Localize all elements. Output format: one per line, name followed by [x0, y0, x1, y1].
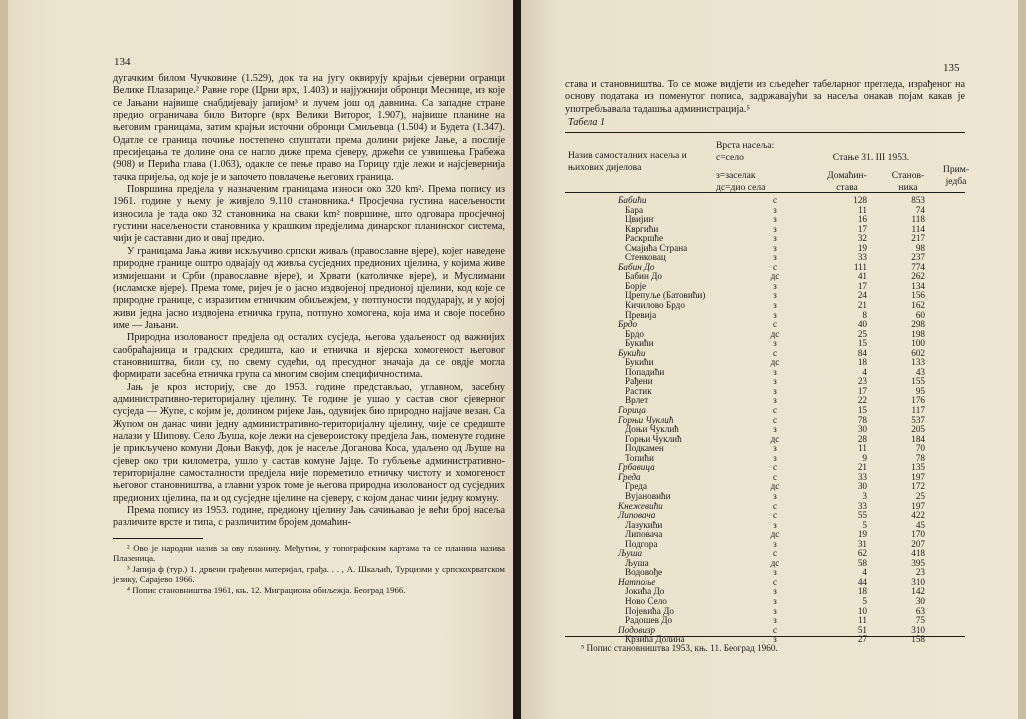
left-page-number: 134: [114, 56, 131, 68]
settlement-type: дс: [770, 529, 780, 540]
right-page-number: 135: [943, 62, 960, 74]
settlement-type: дс: [770, 328, 780, 339]
paragraph: Према попису из 1953. године, предиону цјелину Јањ сачињавао је већи број насеља различите врсте и типа, с различитим бројем домаћин-: [113, 505, 505, 529]
settlement-name: Црепуље (Батовићи): [625, 290, 706, 301]
inhabitants: 774: [911, 261, 925, 272]
paragraph: Јањ је кроз историју, све до 1953. године представљао, углавном, засебну административно-територијалну цјелину. Те године је ушао у састав свог сјеверног сусједа — Жупе, с којим је, долином ријеке Јањ, одувијек био природно најјаче везан. Са Жупом он данас чини једну административно-територијалну цјелину, чије се средиште налази у Шипову. Село Љуша, које лежи на сјевероистоку предјела Јањ, поменуте године је прикључено комуни Доњи Вакуф, док је насеље Доганова Коса, удаљено од Љуше на сјевер око три километра, ушло у састав комуне Јајце. То губљење административно-територијалне самосталности предјела није пореметило етничку чистоту и хомогеност његовог становништва, а главни узрок томе је његова природна изолованост од сусједних предионих цјелина, па и од сусједне цјелине на сјеверу, с којом данас чини једну комуну.: [113, 381, 505, 504]
settlement-name: Натпоље: [618, 576, 656, 587]
inhabitants: 70: [915, 443, 925, 454]
settlement-type: з: [773, 252, 777, 263]
households: 4: [862, 366, 867, 377]
settlement-name: Доњи Чуклић: [625, 424, 679, 435]
table-body: [565, 196, 975, 645]
settlement-name: Љуша: [618, 548, 643, 559]
inhabitants: 853: [911, 195, 925, 205]
header-name: Назив самосталних насеља и њихових дијелова: [568, 150, 687, 173]
inhabitants: 395: [911, 557, 925, 568]
settlement-type: с: [772, 319, 778, 330]
households: 31: [857, 538, 867, 549]
settlement-name: Брдо: [618, 319, 638, 330]
households: 22: [857, 395, 867, 406]
settlement-name: Подкамен: [625, 443, 664, 454]
households: 11: [858, 615, 867, 626]
settlement-type: з: [773, 443, 777, 454]
settlement-type: с: [772, 471, 778, 482]
households: 15: [857, 338, 867, 349]
households: 33: [857, 500, 867, 511]
settlement-name: Брдо: [625, 328, 645, 339]
households: 3: [862, 490, 867, 501]
households: 11: [858, 204, 867, 215]
households: 32: [857, 233, 867, 244]
settlement-type: з: [773, 223, 777, 234]
inhabitants: 184: [911, 433, 925, 444]
settlement-type: з: [773, 490, 777, 501]
inhabitants: 198: [911, 328, 925, 339]
inhabitants: 117: [911, 405, 925, 416]
settlement-type: з: [773, 338, 777, 349]
header-vrsta-ds: дс=дио села: [716, 182, 766, 193]
settlement-name: Кичилово Брдо: [625, 300, 685, 311]
inhabitants: 310: [911, 576, 925, 587]
households: 44: [857, 576, 867, 587]
header-domacinstva: Домаћин-става: [827, 170, 867, 193]
households: 19: [857, 529, 867, 540]
inhabitants: 45: [915, 519, 925, 530]
households: 18: [857, 586, 867, 597]
households: 18: [857, 357, 867, 368]
inhabitants: 237: [911, 252, 925, 263]
page-edge-left: [0, 0, 8, 719]
settlement-type: з: [773, 280, 777, 291]
inhabitants: 63: [915, 605, 925, 616]
settlement-type: з: [773, 300, 777, 311]
settlement-type: дс: [770, 557, 780, 568]
households: 21: [857, 462, 867, 473]
settlement-type: с: [772, 405, 778, 416]
settlement-name: Липовача: [618, 510, 656, 521]
settlement-name: Крзића Долина: [625, 634, 685, 645]
right-page-intro: става и становништва. То се може видјети из сљедећег табеларног прегледа, израђеног на основу података из поменутог пописа, задржавајући за насеља онакав појам какав је употребљавала тадашња администрација.⁵: [565, 79, 965, 115]
settlement-name: Попадићи: [625, 366, 665, 377]
households: 84: [857, 347, 867, 358]
right-footnote: ⁵ Попис становништва 1953, књ. 11. Београд 1960.: [581, 643, 778, 653]
households: 10: [857, 605, 867, 616]
footnote: ² Ово је народни назив за ову планину. Међутим, у топографским картама та се планина назива Плазеница.: [113, 542, 505, 564]
settlement-type: з: [773, 385, 777, 396]
settlement-name: Стенковац: [625, 252, 666, 263]
settlement-name: Врлет: [625, 395, 649, 406]
settlement-type: з: [773, 615, 777, 626]
settlement-type: с: [772, 347, 778, 358]
households: 62: [857, 548, 867, 559]
settlement-type: с: [772, 414, 778, 425]
settlement-type: з: [773, 634, 777, 645]
households: 19: [857, 242, 867, 253]
inhabitants: 23: [915, 567, 925, 578]
settlement-name: Подовизр: [618, 624, 656, 635]
settlement-type: з: [773, 538, 777, 549]
table-header-rule: [565, 192, 965, 193]
households: 33: [857, 471, 867, 482]
households: 9: [862, 452, 867, 463]
settlement-name: Греда: [625, 481, 648, 492]
settlement-name: Квргићи: [625, 223, 659, 234]
inhabitants: 75: [915, 615, 925, 626]
inhabitants: 156: [911, 290, 925, 301]
households: 8: [862, 309, 867, 320]
settlement-name: Рађени: [625, 376, 653, 387]
households: 16: [857, 214, 867, 225]
settlement-name: Липовача: [625, 529, 663, 540]
page-edge-right: [1018, 0, 1026, 719]
paragraph: дугачким билом Чучковине (1.529), док та на југу оквирују крајњи сјеверни огранци Велике Плазарице.² Равне горе (Црни врх, 1.403) и најјужнији обронци Меснице, из које се Јањани највише снабдијевају јапијом³ и лучем још од давнина. Са западне стране предио ограничава било Виторге (врх Велики Виторог, 1.907), највише планине на његовим границама, затим крајњи источни обронци Смиљевца (1.504) и Будета (1.347). Одатле се граница почиње постепено спуштати према долини ријеке Јање, а послије пресијецања те долине она се нагло диже према сјеверу, држећи се узвишења Грабежа (908) и Перића глава (1.063), одакле се пење право на Горицу гдје лежи и најсјевернија тачка пријеља, од које је и започето повлачење његових граница.: [113, 73, 505, 183]
right-page: [521, 0, 1018, 719]
settlement-type: с: [772, 576, 778, 587]
households: 5: [862, 519, 867, 530]
inhabitants: 43: [915, 366, 925, 377]
settlement-type: с: [772, 462, 778, 473]
settlement-name: Подгора: [625, 538, 658, 549]
settlement-name: Горњи Чуклић: [625, 433, 682, 444]
inhabitants: 155: [911, 376, 925, 387]
settlement-name: Радошев До: [625, 615, 673, 626]
inhabitants: 98: [915, 242, 925, 253]
settlement-name: Топићи: [625, 452, 654, 463]
inhabitants: 422: [911, 510, 925, 521]
settlement-type: з: [773, 605, 777, 616]
settlement-type: з: [773, 366, 777, 377]
book-gutter: [513, 0, 521, 719]
settlement-name: Грбавица: [618, 462, 655, 473]
households: 41: [857, 271, 867, 282]
households: 40: [857, 319, 867, 330]
settlement-type: дс: [770, 271, 780, 282]
footnote: ³ Јапија ф (тур.) 1. дрвени грађевни материјал, грађа. . . , А. Шкаљић, Турцизми у српскохрватском језику, Сарајево 1966.: [113, 563, 505, 585]
settlement-name: Смајића Страна: [625, 242, 688, 253]
settlement-name: Ново Село: [625, 595, 667, 606]
settlement-name: Бабин До: [625, 271, 663, 282]
settlement-type: з: [773, 309, 777, 320]
households: 55: [857, 510, 867, 521]
left-page: [8, 0, 513, 719]
inhabitants: 78: [915, 452, 925, 463]
header-stanje: Стање 31. III 1953.: [832, 152, 910, 163]
settlement-name: Љуша: [625, 557, 649, 568]
households: 111: [853, 261, 867, 272]
settlement-name: Растик: [625, 385, 652, 396]
settlement-name: Појевића До: [625, 605, 674, 616]
households: 11: [858, 443, 867, 454]
inhabitants: 135: [911, 462, 925, 473]
settlement-name: Горица: [618, 405, 646, 416]
households: 28: [857, 433, 867, 444]
settlement-type: дс: [770, 481, 780, 492]
settlement-type: з: [773, 452, 777, 463]
settlement-name: Букићи: [618, 347, 646, 358]
inhabitants: 310: [911, 624, 925, 635]
inhabitants: 100: [911, 338, 925, 349]
households: 58: [857, 557, 867, 568]
settlement-name: Борје: [625, 280, 647, 291]
inhabitants: 197: [911, 471, 925, 482]
paragraph: Површина предјела у назначеним границама износи око 320 km². Према попису из 1961. године у њему је живјело 9.110 становника.⁴ Просјечна густина насељености износила је тада око 32 становника на сваки km² површине, што одговара просјечној густини насељености становника у крашким предјелима динарског планинског система, чији је саставни дио и овај предио.: [113, 184, 505, 245]
paragraph: Природна изолованост предјела од осталих сусједа, његова удаљеност од важнијих саобраћајница и градских средишта, као и етничка и вјерска хомогеност његовог становништва, били су, по свему судећи, од пресудног значаја да се овдје могла формирати засебна етничка група са многим својим специфичностима.: [113, 332, 505, 381]
households: 33: [857, 252, 867, 263]
inhabitants: 170: [911, 529, 925, 540]
inhabitants: 118: [911, 214, 925, 225]
settlement-name: Бабићи: [618, 195, 647, 205]
inhabitants: 95: [915, 385, 925, 396]
households: 51: [857, 624, 867, 635]
households: 17: [857, 280, 867, 291]
settlement-type: з: [773, 204, 777, 215]
inhabitants: 25: [915, 490, 925, 501]
inhabitants: 162: [911, 300, 925, 311]
settlement-name: Букићи: [625, 338, 654, 349]
inhabitants: 207: [911, 538, 925, 549]
table-caption: Табела 1: [568, 117, 606, 128]
header-vrsta: [716, 140, 808, 194]
settlement-type: з: [773, 290, 777, 301]
table-top-rule: [565, 132, 965, 133]
households: 30: [857, 424, 867, 435]
settlement-name: Бабин До: [618, 261, 655, 272]
settlement-name: Јокића До: [625, 586, 665, 597]
header-vrsta-title: Врста насеља:: [716, 140, 775, 151]
inhabitants: 298: [911, 319, 925, 330]
households: 17: [857, 385, 867, 396]
inhabitants: 262: [911, 271, 925, 282]
header-stanovnika: Станов-ника: [891, 170, 925, 193]
settlement-type: з: [773, 586, 777, 597]
inhabitants: 217: [911, 233, 925, 244]
households: 25: [857, 328, 867, 339]
households: 128: [853, 195, 867, 205]
inhabitants: 74: [915, 204, 925, 215]
settlement-type: с: [772, 195, 778, 205]
paragraph: У границама Јања живи искључиво српски живаљ (православне вјере), којег наведене природне границе оштро одвајају од живља сусједних предионих цјелина, у којима живе измијешани и Срби (православне вјере), и Хрвати (католичке вјере), и Муслимани (исламске вјере). Према томе, ријеч је о јасно издвојеној предионој цјелини, код које се природне границе, с изразитим етничким обиљежјем, у потпуности подударају, и у којој живи једна јасно издвојена етничка група, потпуно хомогена, која има и своје посебно име — Јањани.: [113, 245, 505, 331]
footnote: ⁴ Попис становништва 1961, књ. 12. Миграциона обиљежја. Београд 1966.: [127, 584, 406, 595]
inhabitants: 158: [911, 634, 925, 645]
households: 30: [857, 481, 867, 492]
settlement-type: дс: [770, 357, 780, 368]
settlement-type: дс: [770, 433, 780, 444]
left-page-text: [113, 73, 505, 595]
settlement-type: з: [773, 519, 777, 530]
inhabitants: 60: [915, 309, 925, 320]
settlement-name: Греда: [618, 471, 641, 482]
settlement-type: с: [772, 261, 778, 272]
households: 21: [857, 300, 867, 311]
table-bottom-rule: [565, 636, 965, 637]
settlement-name: Водовође: [625, 567, 663, 578]
header-vrsta-s: с=село: [716, 152, 744, 163]
households: 27: [857, 634, 867, 645]
households: 15: [857, 405, 867, 416]
inhabitants: 537: [911, 414, 925, 425]
settlement-type: з: [773, 214, 777, 225]
footnote-rule: [113, 538, 203, 539]
inhabitants: 602: [911, 347, 925, 358]
inhabitants: 114: [911, 223, 925, 234]
inhabitants: 133: [911, 357, 925, 368]
inhabitants: 197: [911, 500, 925, 511]
settlement-name: Лазукићи: [625, 519, 663, 530]
settlement-name: Букићи: [625, 357, 654, 368]
inhabitants: 176: [911, 395, 925, 406]
settlement-type: з: [773, 376, 777, 387]
inhabitants: 172: [911, 481, 925, 492]
inhabitants: 134: [911, 280, 925, 291]
households: 5: [862, 595, 867, 606]
header-vrsta-z: з=заселак: [716, 170, 756, 181]
settlement-name: Превија: [625, 309, 657, 320]
settlement-name: Горњи Чуклић: [618, 414, 674, 425]
settlement-name: Раскршће: [625, 233, 664, 244]
households: 24: [857, 290, 867, 301]
settlement-name: Цвијин: [625, 214, 654, 225]
settlement-type: з: [773, 424, 777, 435]
settlement-type: з: [773, 242, 777, 253]
households: 23: [857, 376, 867, 387]
settlement-type: з: [773, 395, 777, 406]
settlement-type: с: [772, 548, 778, 559]
settlement-type: з: [773, 233, 777, 244]
settlement-name: Бара: [625, 204, 644, 215]
settlement-name: Кнежевићи: [618, 500, 663, 511]
settlement-type: з: [773, 595, 777, 606]
settlement-type: с: [772, 624, 778, 635]
settlement-type: с: [772, 510, 778, 521]
header-primjedba: Прим-једба: [942, 164, 970, 187]
settlement-type: с: [772, 500, 778, 511]
households: 17: [857, 223, 867, 234]
households: 4: [862, 567, 867, 578]
inhabitants: 418: [911, 548, 925, 559]
inhabitants: 142: [911, 586, 925, 597]
inhabitants: 205: [911, 424, 925, 435]
settlement-type: з: [773, 567, 777, 578]
households: 78: [857, 414, 867, 425]
settlement-name: Вујановићи: [625, 490, 671, 501]
inhabitants: 30: [915, 595, 925, 606]
